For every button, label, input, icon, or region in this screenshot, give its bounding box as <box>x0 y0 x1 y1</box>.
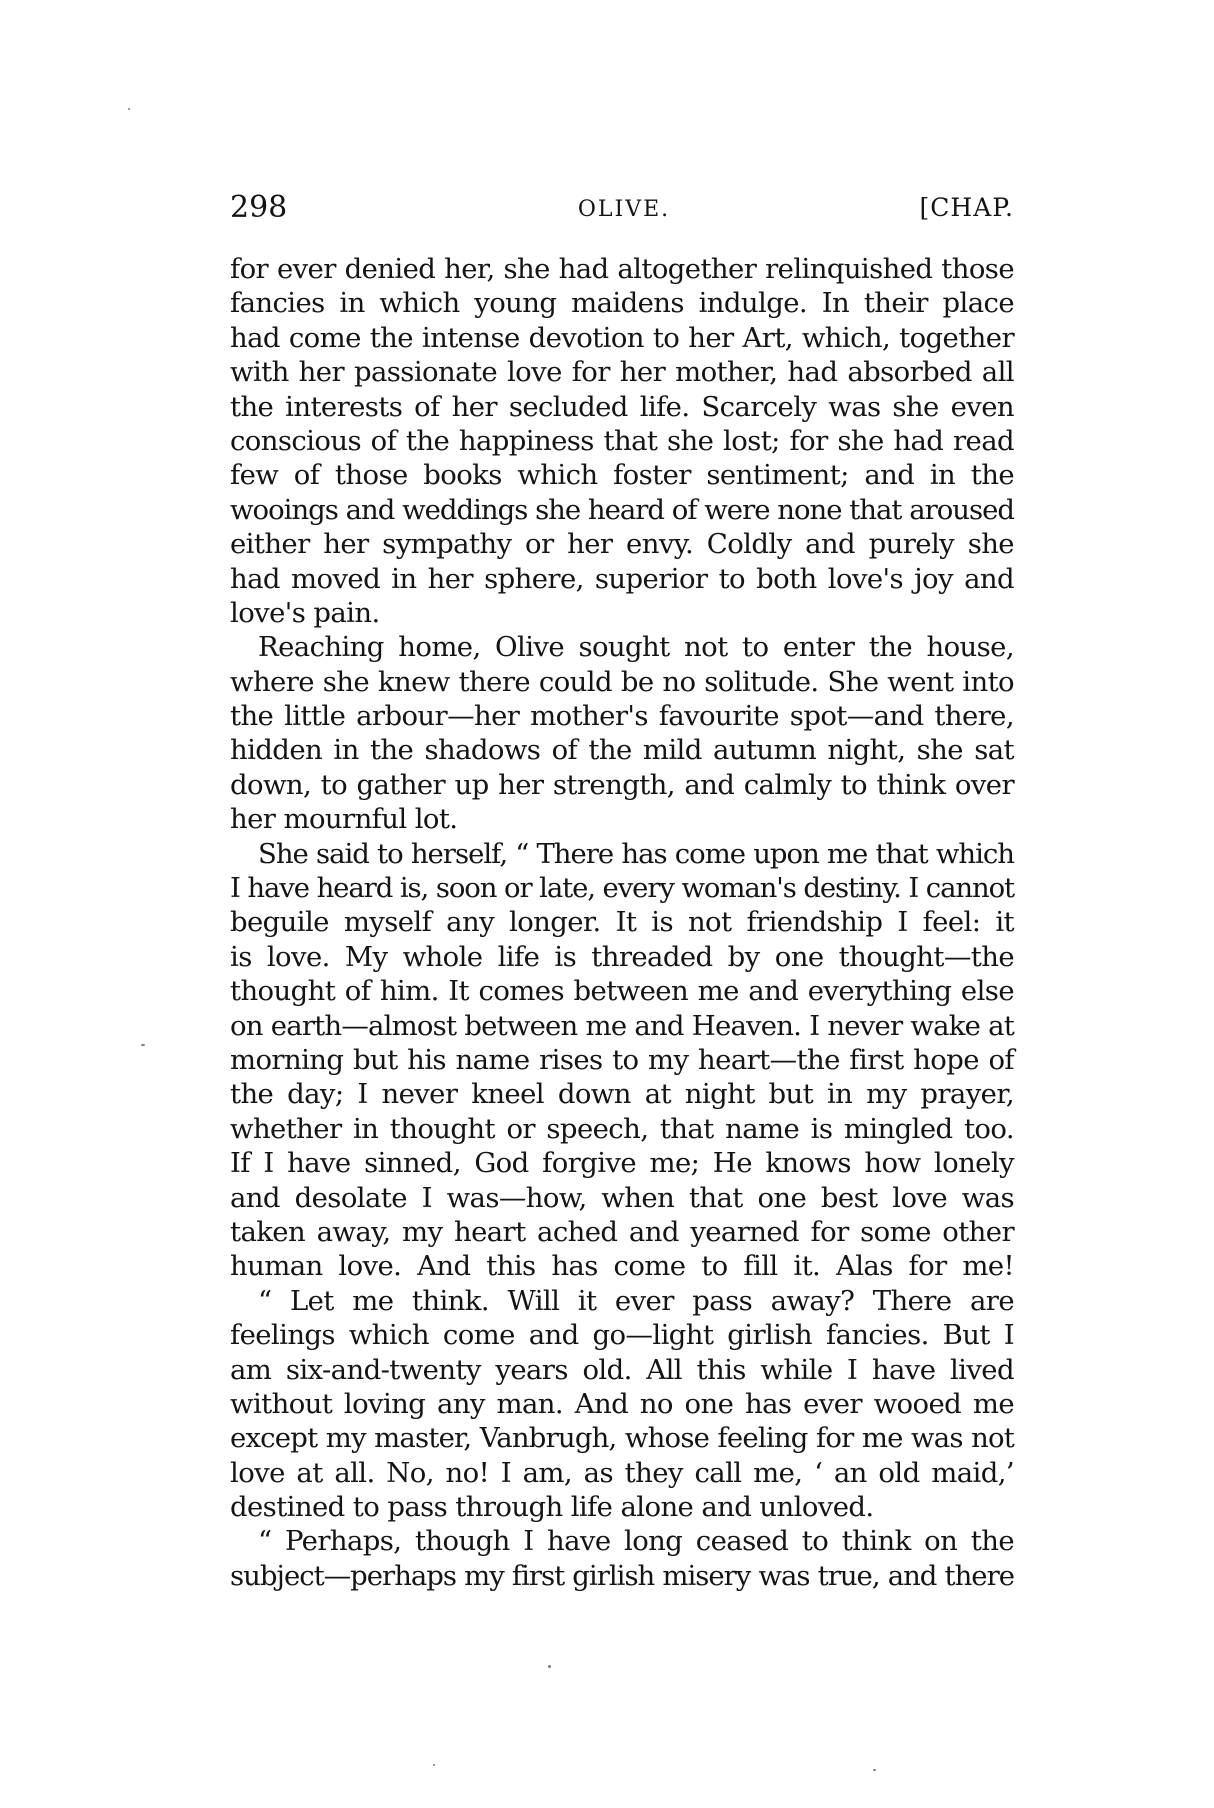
text-line: the little arbour—her mother's favourite spot—and there, <box>230 700 1014 733</box>
text-line: except my master, Vanbrugh, whose feeling for me was not <box>230 1422 1014 1455</box>
page-number: 298 <box>230 190 288 225</box>
text-line: feelings which come and go—light girlish fancies. But I <box>230 1319 1014 1352</box>
text-line: wooings and weddings she heard of were none that aroused <box>230 493 1014 526</box>
body-text <box>230 252 1014 1593</box>
text-line: subject—perhaps my first girlish misery was true, and there <box>230 1559 1014 1592</box>
text-line: the day; I never kneel down at night but in my prayer, <box>230 1078 1014 1111</box>
text-line: either her sympathy or her envy. Coldly and purely she <box>230 528 1014 561</box>
text-line: whether in thought or speech, that name is mingled too. <box>230 1112 1014 1145</box>
text-line: and desolate I was—how, when that one best love was <box>230 1181 1014 1214</box>
text-line: Reaching home, Olive sought not to enter the house, <box>258 631 1014 664</box>
text-line: beguile myself any longer. It is not friendship I feel: it <box>230 906 1014 939</box>
text-line: human love. And this has come to fill it. Alas for me! <box>230 1250 1014 1283</box>
print-speck <box>128 108 130 110</box>
print-speck <box>548 1665 551 1668</box>
text-line: fancies in which young maidens indulge. In their place <box>230 287 1014 320</box>
print-speck <box>873 1769 876 1771</box>
print-speck <box>433 1764 435 1766</box>
print-speck <box>141 1044 145 1046</box>
text-line: morning but his name rises to my heart—the first hope of <box>230 1043 1014 1076</box>
text-line: without loving any man. And no one has ever wooed me <box>230 1387 1014 1420</box>
text-line: is love. My whole life is threaded by one thought—the <box>230 940 1014 973</box>
text-line: If I have sinned, God forgive me; He knows how lonely <box>230 1147 1014 1180</box>
text-line: “ Perhaps, though I have long ceased to think on the <box>258 1525 1014 1558</box>
chapter-marker: [CHAP. <box>919 193 1014 222</box>
text-line: conscious of the happiness that she lost; for she had read <box>230 424 1014 457</box>
text-line: had come the intense devotion to her Art, which, together <box>230 321 1014 354</box>
text-line: for ever denied her, she had altogether relinquished those <box>230 253 1014 285</box>
running-head <box>230 188 1018 228</box>
text-line: where she knew there could be no solitude. She went into <box>230 665 1014 698</box>
text-line: love's pain. <box>230 596 380 629</box>
text-line: with her passionate love for her mother, had absorbed all <box>230 356 1014 389</box>
text-line: down, to gather up her strength, and calmly to think over <box>230 768 1014 801</box>
text-line: love at all. No, no! I am, as they call me, ‘ an old maid,’ <box>230 1456 1014 1489</box>
text-line: thought of him. It comes between me and everything else <box>230 975 1014 1008</box>
text-line: She said to herself, “ There has come upon me that which <box>258 837 1014 870</box>
text-line: am six-and-twenty years old. All this while I have lived <box>230 1353 1014 1386</box>
text-line: I have heard is, soon or late, every woman's destiny. I cannot <box>230 872 1014 905</box>
running-title: OLIVE. <box>577 197 671 222</box>
text-line: on earth—almost between me and Heaven. I never wake at <box>230 1009 1014 1042</box>
text-line: the interests of her secluded life. Scarcely was she even <box>230 390 1014 423</box>
text-line: her mournful lot. <box>230 803 458 836</box>
text-line: few of those books which foster sentiment; and in the <box>230 459 1014 492</box>
text-line: hidden in the shadows of the mild autumn night, she sat <box>230 734 1014 767</box>
text-line: taken away, my heart ached and yearned for some other <box>230 1215 1014 1248</box>
text-line: destined to pass through life alone and unloved. <box>230 1491 874 1524</box>
text-line: “ Let me think. Will it ever pass away? There are <box>258 1284 1014 1317</box>
text-line: had moved in her sphere, superior to both love's joy and <box>230 562 1014 595</box>
